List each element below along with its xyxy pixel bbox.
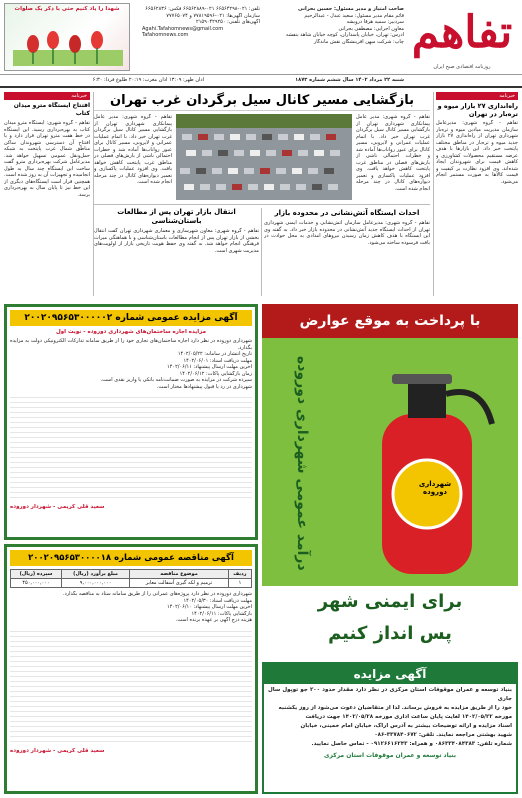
table-cell: ۹,۰۰۰,۰۰۰,۰۰۰ — [62, 579, 130, 588]
ad1-signature: سعید قلی کریمی - شهردار دوروده — [10, 504, 105, 510]
staff-line: معاون اجرایی: مصطفی بحرانی — [338, 25, 404, 32]
ad1-line: سپرده شرکت در مزایده به صورت ضمانت‌نامه بانکی یا واریز نقدی است. — [100, 377, 252, 383]
ad2-line: مهلت دریافت اسناد: ۱۴۰۲/۰۵/۳۰ — [183, 597, 252, 604]
table-header: ردیف — [228, 570, 251, 579]
mid-left-body: تفاهم - گروه شهری: معاون شهرسازی و معماری شهرداری تهران گفت انتقال بخشی از بازار تهران پس از انجام مطالعات باستان‌شناسی و با هماهنگی میراث فرهنگی انجام خواهد شد. به گفته وی حفظ هویت تاریخی بازار از اولویت‌های مدیریت شهری است. — [94, 228, 259, 254]
table-header: سپرده (ریال) — [11, 570, 62, 579]
main-body-continued: تفاهم - گروه شهری: مدیر عامل پیمانکاری شهرداری تهران از بازگشایی مسیر کانال سیل برگردان غرب تهران خبر داد. با اتمام عملیات عمرانی و لایروبی، مسیر کانال برای عبور رواناب‌ها آماده شد و خطرات احتمالی ناشی از بارش‌های فصلی در مناطق غرب پایتخت کاهش خواهد یافت. وی افزود عملیات پاکسازی و تعمیر دیواره‌های کانال در چند مرحله انجام شده است. — [94, 114, 172, 185]
staff-list — [264, 6, 404, 45]
left-column-title[interactable]: افتتاح ایستگاه مترو میدان کتاب — [13, 102, 90, 117]
ad1-header — [10, 310, 252, 326]
ad1-line: شهرداری در رد یا قبول پیشنهادها مختار است. — [156, 383, 252, 390]
left-column-body: تفاهم - گروه شهری: ایستگاه مترو میدان کتاب به بهره‌برداری رسید. این ایستگاه در خط هفت مترو تهران قرار دارد و با افتتاح آن دسترسی شهروندان ساکن مناطق شمال غرب پایتخت به شبکه حمل‌ونقل عمومی تسهیل خواهد شد. مدیرعامل شرکت بهره‌برداری مترو گفت ساخت این ایستگاه چند سال به طول انجامیده و تجهیزات آن به روز شده است. همچنین قرار است ایستگاه‌های دیگری از این خط نیز تا پایان سال به بهره‌برداری برسد. — [4, 120, 90, 198]
column-divider — [433, 92, 434, 296]
tulip-icon — [13, 20, 123, 66]
right-column — [436, 92, 518, 296]
table-cell: ۴۵۰,۰۰۰,۰۰۰ — [11, 579, 62, 588]
ad2-table — [10, 569, 252, 588]
main-headline[interactable]: بازگشایی مسیر کانال سیل برگردان غرب تهران — [94, 92, 430, 111]
masthead-ad-box — [4, 3, 130, 71]
contact-list — [142, 6, 260, 39]
staff-line: آدرس: تهران، خیابان پاسداران، کوچه خیابان شاهد بنفشه — [286, 32, 404, 38]
table-header: مبلغ برآورد (ریال) — [62, 570, 130, 579]
tender-ad-1 — [4, 304, 258, 540]
ad3-line: اسناد مزایده و ارائه توضیحات بیشتر به آدرس اراک، خیابان امام خمینی، خیابان — [300, 723, 512, 729]
ad3-signature: بنیاد توسعه و عمران موقوفات استان مرکزی — [323, 752, 457, 759]
ad2-line: بازگشایی پاکات: ۱۴۰۲/۰۶/۱۱ — [191, 610, 252, 617]
ad1-title[interactable]: آگهی مزایده عمومی شماره ۲۰۰۲۰۹۵۶۵۳۰۰۰۰۰۲ — [24, 313, 238, 323]
contact-line: تلفن: ۰۲۱-۶۶۵۶۴۲۹۸ ۰۲۱-۶۶۵۶۲۸۸۹ فکس: ۶۶۵۶۲۸۳۶ — [145, 6, 260, 12]
ad2-line: هزینه درج آگهی بر عهده برنده است. — [175, 617, 252, 623]
ad3-header — [264, 664, 516, 684]
fire-top-banner — [262, 304, 518, 338]
auction-ad — [262, 662, 518, 794]
ad3-line: شهید بهشتی مراجعه نمایند. تلفن: ۳۳۷۸۴۰۶۷۲-۰۸۶ — [374, 732, 512, 738]
staff-line: چاپ: شرکت میهن آفرینشگان نقش ماندگار — [313, 38, 404, 45]
section-divider — [94, 204, 430, 205]
fire-badge: شهرداری دوروده — [418, 480, 452, 496]
contact-email[interactable]: Agahi.Tafahomnews@gmail.com — [142, 25, 224, 32]
parked-cars-image — [176, 114, 352, 200]
column-label: خبرنامه — [436, 92, 518, 100]
ad2-line: شهرداری دوروده در نظر دارد پروژه‌های عمرانی را از طریق سامانه ستاد به مناقصه بگذارد. — [62, 591, 252, 597]
ad3-line: مورخه ۱۴۰۲/۰۵/۲۲ لغایت پایان ساعت اداری مورخه ۱۴۰۲/۰۵/۲۸ جهت دریافت — [305, 714, 512, 720]
ad2-header — [10, 550, 252, 566]
table-header: موضوع مناقصه — [130, 570, 229, 579]
ad2-title[interactable]: آگهی مناقصه عمومی شماره ۲۰۰۲۰۹۵۶۵۳۰۰۰۰۱۸ — [28, 553, 234, 563]
mid-left-title[interactable]: انتقال بازار تهران پس از مطالعات باستان‌شناسی — [117, 208, 236, 225]
left-column — [4, 92, 90, 296]
parking-photo — [176, 114, 352, 200]
issue-line: اذان ظهر: ۱۳:۰۹ اذان مغرب: ۲۰:۱۹ طلوع فردا: ۶:۳۰ — [92, 77, 204, 83]
staff-line: قائم مقام مدیر مسئول: سعید عبدل - عبدالرحیم — [304, 12, 404, 19]
fire-extinguisher-icon — [322, 344, 512, 584]
flower-illustration — [13, 20, 123, 66]
ad1-line: آخرین مهلت ارسال پیشنهاد: ۱۴۰۲/۰۶/۱۱ — [167, 364, 252, 370]
ad3-title[interactable]: آگهی مزایده — [353, 667, 427, 681]
fire-side-text: درآمد عمومی شهرداری دوروده — [294, 355, 310, 571]
logo-subtitle: روزنامه اقتصادی صبح ایران — [433, 64, 491, 70]
table-cell: ۱ — [228, 579, 251, 588]
contact-line: آگهی‌های تلفنی: ۲۱۵۹۰۴۲۹۲۵۰ — [196, 19, 260, 25]
mid-right-article — [264, 208, 430, 296]
table-row — [11, 579, 252, 588]
fire-safety-ad — [262, 304, 518, 658]
fire-bottom-line1: برای ایمنی شهر — [317, 591, 463, 612]
mid-left-article — [94, 208, 259, 296]
ad3-line: خود را از طریق مزایده به فروش برساند. لذا از متقاضیان دعوت می‌شود از روز یکشنبه — [278, 705, 512, 711]
ad1-line: تاریخ انتشار در سامانه: ۱۴۰۲/۰۵/۲۲ — [177, 351, 252, 357]
ad1-filler — [10, 393, 252, 501]
fire-bottom-line2: پس انداز کنیم — [328, 623, 452, 644]
fire-banner-text: با پرداخت به موقع عوارض — [299, 313, 481, 329]
right-column-title[interactable]: راه‌اندازی ۲۷ بازار میوه و تره‌بار در تهران — [437, 102, 518, 118]
main-article — [94, 92, 430, 202]
staff-line: سردبیر: سمیه هرقا درویشه — [346, 19, 404, 25]
logo — [408, 2, 516, 84]
main-body: تفاهم - گروه شهری: مدیر عامل پیمانکاری شهرداری تهران از بازگشایی مسیر کانال سیل برگردان غرب تهران خبر داد. با اتمام عملیات عمرانی و لایروبی، مسیر کانال برای عبور رواناب‌ها آماده شد و خطرات احتمالی ناشی از بارش‌های فصلی در مناطق غرب پایتخت کاهش خواهد یافت. وی افزود عملیات پاکسازی و تعمیر دیواره‌های کانال در چند مرحله انجام شده است. — [356, 114, 430, 192]
table-cell: ترمیم و لکه گیری آسفالت معابر — [130, 579, 229, 588]
column-label: خبرنامه — [4, 92, 90, 100]
masthead — [0, 0, 522, 88]
ad1-line: مهلت دریافت اسناد: ۱۴۰۲/۰۶/۰۱ — [183, 357, 252, 364]
staff-line: صاحب امتیاز و مدیر مسئول: حسین بحرانی — [298, 6, 404, 12]
ad3-line: شماره تلفن: ۰۸۶۳۳۴۰۸۴۳۸۳ و همراه: ۰۹۱۲۶۶۱۶۲۴۳ - تماس حاصل نمایید. — [311, 741, 512, 747]
date-bar — [0, 74, 522, 86]
mid-right-title[interactable]: احداث ایستگاه آتش‌نشانی در محدوده بازار — [274, 209, 420, 217]
date-line: شنبه ۲۲ مرداد ۱۴۰۲ سال ششم شماره ۱۸۷۳ — [295, 77, 404, 83]
contact-line: سازمان آگهی‌ها: ۰۲۱-۷۷۸۱۹۵۹۶ و ۷۷۷۶۵۰۷۴ — [166, 12, 260, 19]
ad1-line: شهرداری دوروده در نظر دارد اجاره ساختمان‌های تجاری خود را از طریق سامانه تدارکات الکترونیکی دولت به مزایده بگذارد. — [10, 338, 252, 351]
ad1-line: زمان بازگشایی پاکات: ۱۴۰۲/۰۶/۱۲ — [179, 370, 252, 377]
contact-website[interactable]: Tafahomnews.com — [142, 32, 189, 38]
ad2-filler — [10, 627, 252, 745]
ad2-signature: سعید قلی کریمی - شهردار دوروده — [10, 747, 105, 754]
masthead-ad-text: شهدا را یاد کنیم حتی با ذکر یک صلوات — [14, 6, 120, 12]
ad2-line: آخرین مهلت ارسال پیشنهاد: ۱۴۰۲/۰۶/۱۰ — [167, 604, 252, 610]
mid-right-body: تفاهم - گروه شهری: مدیرعامل سازمان آتش‌نشانی و خدمات ایمنی شهرداری تهران از احداث ایستگاه جدید آتش‌نشانی در محدوده بازار خبر داد. به گفته وی این ایستگاه با هدف کاهش زمان رسیدن نیروهای امدادی به محل حوادث در بافت فرسوده ساخته می‌شود. — [264, 220, 430, 246]
fire-bottom — [262, 586, 518, 658]
ad3-line: بنیاد توسعه و عمران موقوفات استان مرکزی در نظر دارد مقدار حدود ۲۰۰ جو توپول سال جاری — [268, 687, 512, 702]
right-column-body: تفاهم - گروه شهری: مدیرعامل سازمان مدیریت میادین میوه و تره‌بار شهرداری تهران از راه‌اندازی ۲۷ بازار جدید میوه و تره‌بار در مناطق مختلف پایتخت خبر داد. این بازارها با هدف عرضه مستقیم محصولات کشاورزی و کاهش قیمت برای شهروندان ایجاد شده‌اند. وی افزود نظارت بر کیفیت و قیمت کالاها به صورت مستمر انجام می‌شود. — [436, 120, 518, 185]
column-divider — [261, 208, 262, 296]
column-divider — [93, 92, 94, 296]
ad1-subtitle: مزایده اجاره ساختمان‌های شهرداری دوروده - نوبت اول — [55, 329, 206, 335]
news-section — [0, 92, 522, 300]
tender-ad-2 — [4, 544, 258, 794]
logo-text: تفاهم — [411, 7, 513, 58]
